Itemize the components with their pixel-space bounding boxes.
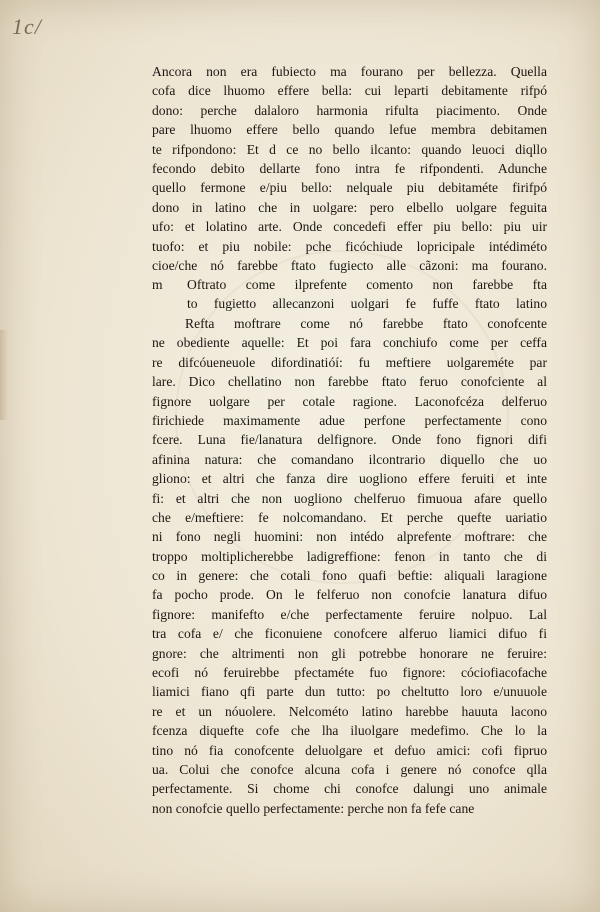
text-line: te rifpondono: Et d ce no bello ilcanto: quando leuoci diqllo bbox=[152, 141, 547, 157]
text-line: tino nó fia conofcente deluolgare et defuo amici: cofi fipruo bbox=[152, 742, 547, 758]
text-line: fecondo debito dellarte fono intra fe rifpondenti. Adunche bbox=[152, 160, 547, 176]
text-line: cofa dice lhuomo effere bella: cui leparti debitamente rifpó bbox=[152, 83, 547, 99]
marginal-section bbox=[152, 275, 547, 314]
marginal-marker: m bbox=[152, 277, 163, 292]
text-line: dono: perche dalaloro harmonia rifulta piacimento. Onde bbox=[152, 102, 547, 118]
text-line: lare. Dico chellatino non farebbe ftato feruo conofciente al bbox=[152, 374, 547, 390]
text-block-2 bbox=[152, 314, 547, 818]
text-line: fi: et altri che non uogliono chelferuo fimuoua afare quello bbox=[152, 490, 547, 506]
text-line: gnore: che altrimenti non gli potrebbe honorare ne feruire: bbox=[152, 645, 547, 661]
marginal-line-text: Oftrato come ilprefente comento non farebbe fta bbox=[187, 277, 547, 292]
text-line: che e/meftiere: fe nolcomandano. Et perche quefte uariatio bbox=[152, 509, 547, 525]
text-line: afinina natura: che comandano ilcontrario diquello che uo bbox=[152, 451, 547, 467]
text-line: pare lhuomo effere bello quando lefue membra debitamen bbox=[152, 122, 547, 138]
text-line: re difcóueneuole difordinatióí: fu meftiere uolgareméte par bbox=[152, 354, 547, 370]
marginal-line bbox=[152, 294, 547, 313]
text-line: ufo: et lolatino arte. Onde concedefi effer piu bello: piu uir bbox=[152, 219, 547, 235]
text-line: firichiede maximamente adue perfone perfectamente cono bbox=[152, 412, 547, 428]
text-line: gliono: et altri che fanza dire uogliono effere feruiti et inte bbox=[152, 471, 547, 487]
text-line: dono in latino che in uolgare: pero elbello uolgare feguita bbox=[152, 199, 547, 215]
text-block bbox=[152, 62, 547, 275]
text-line: ecofi nó feruirebbe pfectaméte fuo fignore: cóciofiacofache bbox=[152, 665, 547, 681]
text-line: fignore: manifefto e/che perfectamente feruire nolpuo. Lal bbox=[152, 606, 547, 622]
text-line: fcere. Luna fie/lanatura delfignore. Onde fono fignori difi bbox=[152, 432, 547, 448]
text-line: cioe/che nó farebbe ftato fugiecto alle cãzoni: ma fourano. bbox=[152, 257, 547, 273]
text-line: troppo moltiplicherebbe ladigreffione: fenon in tanto che di bbox=[152, 548, 547, 564]
marginal-spacer bbox=[152, 294, 187, 313]
text-line: fcenza diquefte cofe che lha iluolgare medefimo. Che lo la bbox=[152, 723, 547, 739]
text-line: tuofo: et piu nobile: pche ficóchiude lopricipale intédiméto bbox=[152, 238, 547, 254]
page-edge-stain bbox=[0, 330, 8, 420]
text-line: perfectamente. Si chome chi conofce dalungi uno animale bbox=[152, 781, 547, 797]
text-line: ni fono negli huomini: non intédo alprefente moftrare: che bbox=[152, 529, 547, 545]
text-line: Ancora non era fubiecto ma fourano per bellezza. Quella bbox=[152, 64, 547, 79]
text-line: co in genere: che cotali fono quafi beftie: aliquali laragione bbox=[152, 568, 547, 584]
text-line: quello fermone e/piu bello: nelquale piu debitaméte firifpó bbox=[152, 180, 547, 196]
text-line: tra cofa e/ che ficonuiene conofcere alferuo liamici difuo fi bbox=[152, 626, 547, 642]
folio-note: 1c/ bbox=[12, 14, 42, 39]
text-line: ne obediente aquelle: Et poi fara conchiufo come per ceffa bbox=[152, 335, 547, 351]
text-line: non conofcie quello perfectamente: perche non fa fefe cane bbox=[152, 800, 475, 816]
text-line: re et un nóuolere. Nelcométo latino harebbe hauuta lacono bbox=[152, 703, 547, 719]
marginal-line bbox=[152, 275, 547, 294]
text-line: ua. Colui che conofce alcuna cofa i genere nó conofce qlla bbox=[152, 761, 547, 777]
text-line: liamici fiano qfi parte dun tutto: po cheltutto loro e/unuuole bbox=[152, 684, 547, 700]
text-line: fa pocho prode. On le felferuo non conofcie lanatura difuo bbox=[152, 587, 547, 603]
text-line: fignore uolgare per cotale ragione. Laconofcéza delferuo bbox=[152, 393, 547, 409]
text-line: Refta moftrare come nó farebbe ftato conofcente bbox=[185, 316, 547, 331]
marginal-line-text: to fugietto allecanzoni uolgari fe fuffe ftato latino bbox=[187, 296, 547, 312]
